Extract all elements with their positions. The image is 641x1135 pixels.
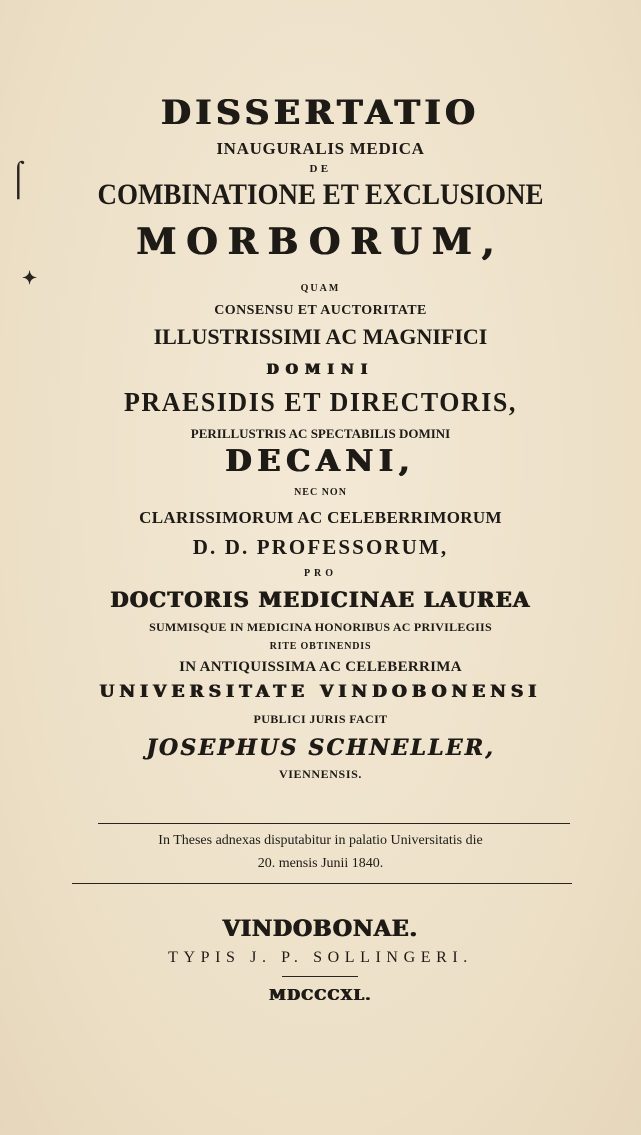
rite-line: RITE OBTINENDIS — [269, 641, 372, 652]
imprint-city: VINDOBONAE. — [222, 916, 419, 942]
publici-line: PUBLICI JURIS FACIT — [253, 712, 388, 726]
domini-line: DOMINI — [266, 362, 375, 378]
imprint-printer: TYPIS J. P. SOLLINGERI. — [168, 949, 473, 966]
author-name: JOSEPHUS SCHNELLER, — [146, 735, 495, 761]
praesidis-line: PRAESIDIS ET DIRECTORIS, — [124, 387, 517, 417]
decani-line: DECANI, — [225, 444, 416, 479]
nec-non: NEC NON — [294, 487, 347, 498]
theses-line-2: 20. mensis Junii 1840. — [257, 856, 384, 871]
consensu-line: CONSENSU ET AUCTORITATE — [214, 303, 427, 318]
word-quam: QUAM — [300, 283, 341, 294]
perillustris-line: PERILLUSTRIS AC SPECTABILIS DOMINI — [190, 426, 451, 441]
universitate-line: UNIVERSITATE VINDOBONENSI — [99, 682, 542, 702]
antiquissima-line: IN ANTIQUISSIMA AC CELEBERRIMA — [179, 659, 462, 675]
imprint-rule — [282, 976, 358, 977]
rule-top-theses — [98, 823, 570, 824]
margin-mark-bracket: ⌠ — [8, 160, 29, 197]
clarissimorum-line: CLARISSIMORUM AC CELEBERRIMORUM — [139, 508, 502, 527]
illustrissimi-line: ILLUSTRISSIMI AC MAGNIFICI — [153, 324, 488, 349]
topic-line: COMBINATIONE ET EXCLUSIONE — [97, 178, 544, 211]
word-de: DE — [309, 163, 332, 175]
main-title: DISSERTATIO — [161, 93, 480, 133]
imprint-year: MDCCCXL. — [269, 986, 372, 1004]
subtitle-inauguralis: INAUGURALIS MEDICA — [216, 139, 425, 158]
theses-line-1: In Theses adnexas disputabitur in palatio Universitatis die — [158, 833, 483, 848]
author-origin: VIENNENSIS. — [279, 767, 362, 781]
professorum-line: D. D. PROFESSORUM, — [192, 535, 449, 559]
summisque-line: SUMMISQUE IN MEDICINA HONORIBUS AC PRIVILEGIIS — [149, 620, 492, 634]
margin-mark-ornament: ✦ — [22, 268, 38, 288]
morborum-heading: MORBORUM, — [136, 221, 505, 263]
rule-bottom-theses — [72, 883, 572, 884]
doctoris-line: DOCTORIS MEDICINAE LAUREA — [110, 587, 531, 612]
word-pro: PRO — [303, 568, 338, 579]
